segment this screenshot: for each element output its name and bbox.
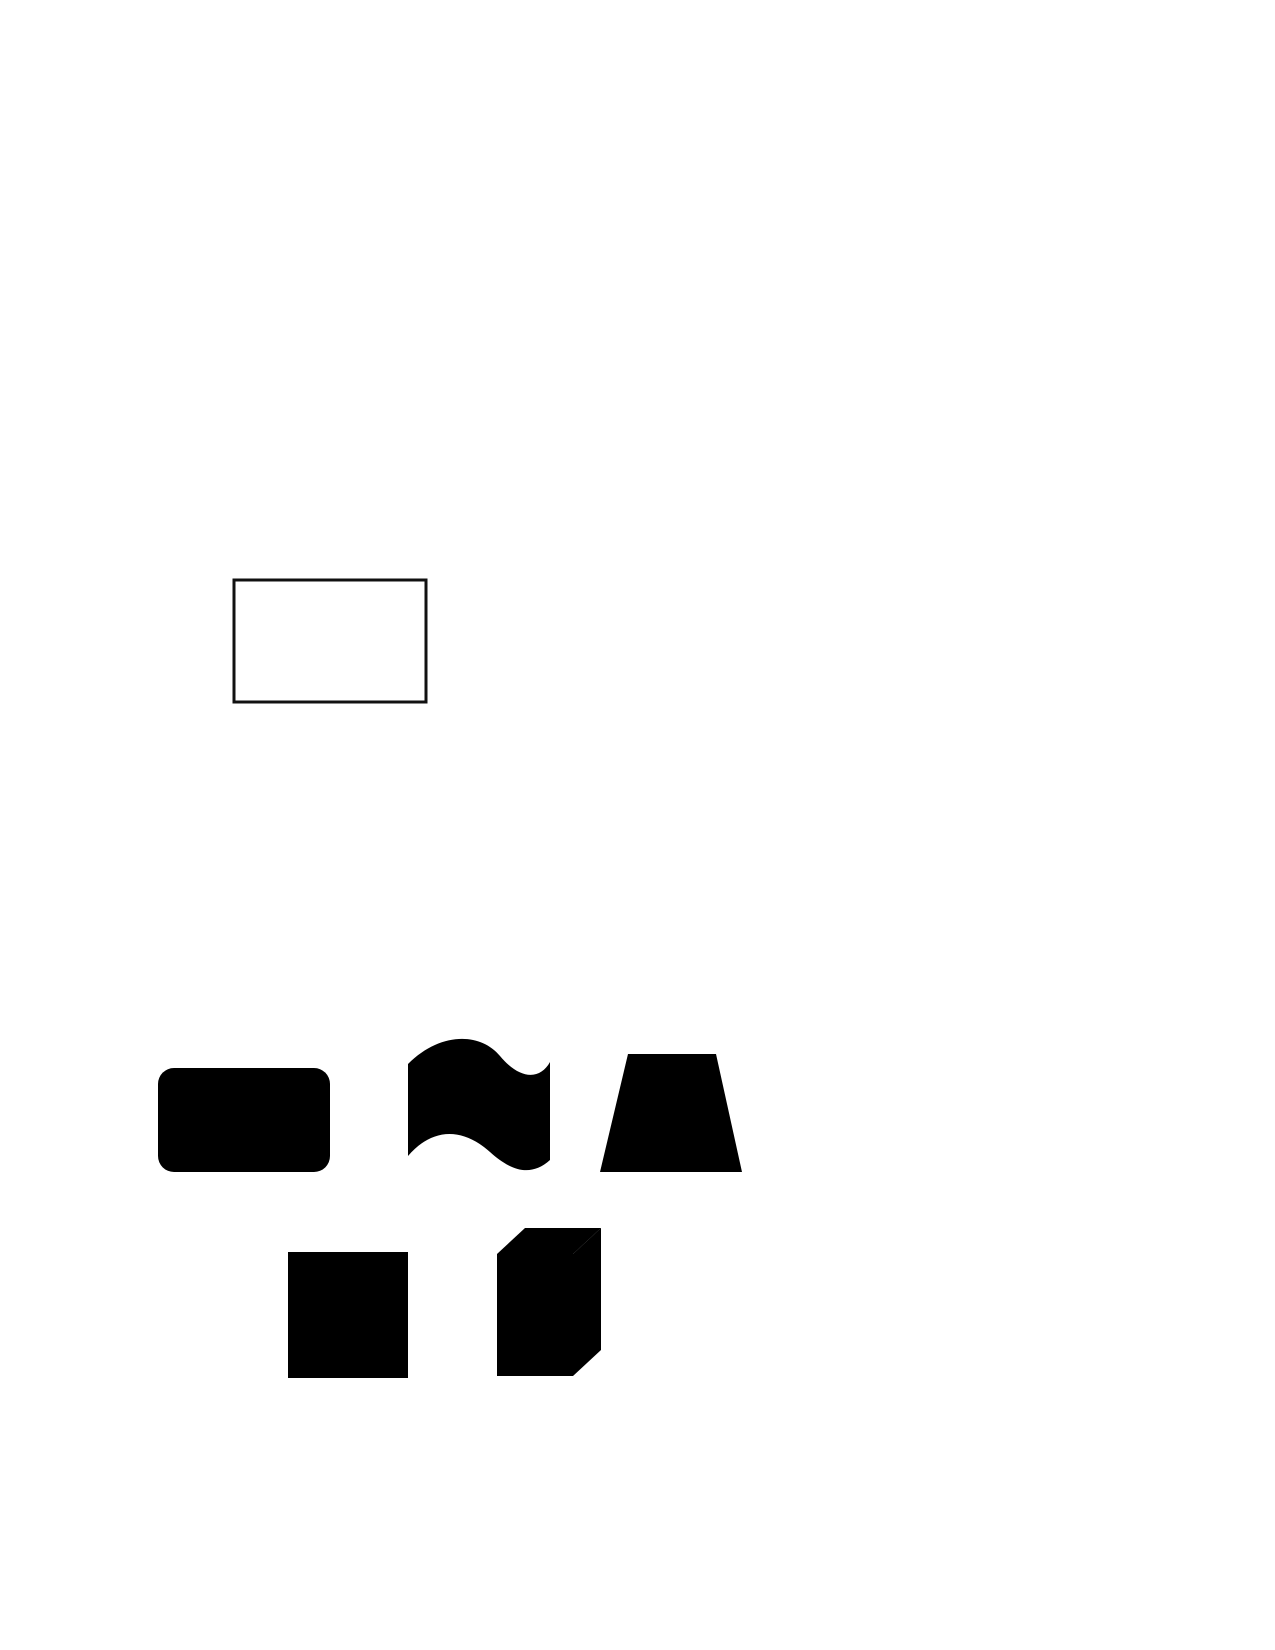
rectangle-shape: [234, 580, 426, 702]
shape-2-wavy-shape[interactable]: [408, 1039, 550, 1170]
shape-5-cuboid[interactable]: [497, 1228, 601, 1376]
shape-4-square[interactable]: [288, 1252, 408, 1378]
shape-3-trapezoid[interactable]: [600, 1054, 742, 1172]
q2-rectangle-figure: [228, 574, 434, 710]
shape-1-rounded-rectangle[interactable]: [158, 1068, 330, 1172]
q3-shapes-figure: [140, 1030, 780, 1400]
